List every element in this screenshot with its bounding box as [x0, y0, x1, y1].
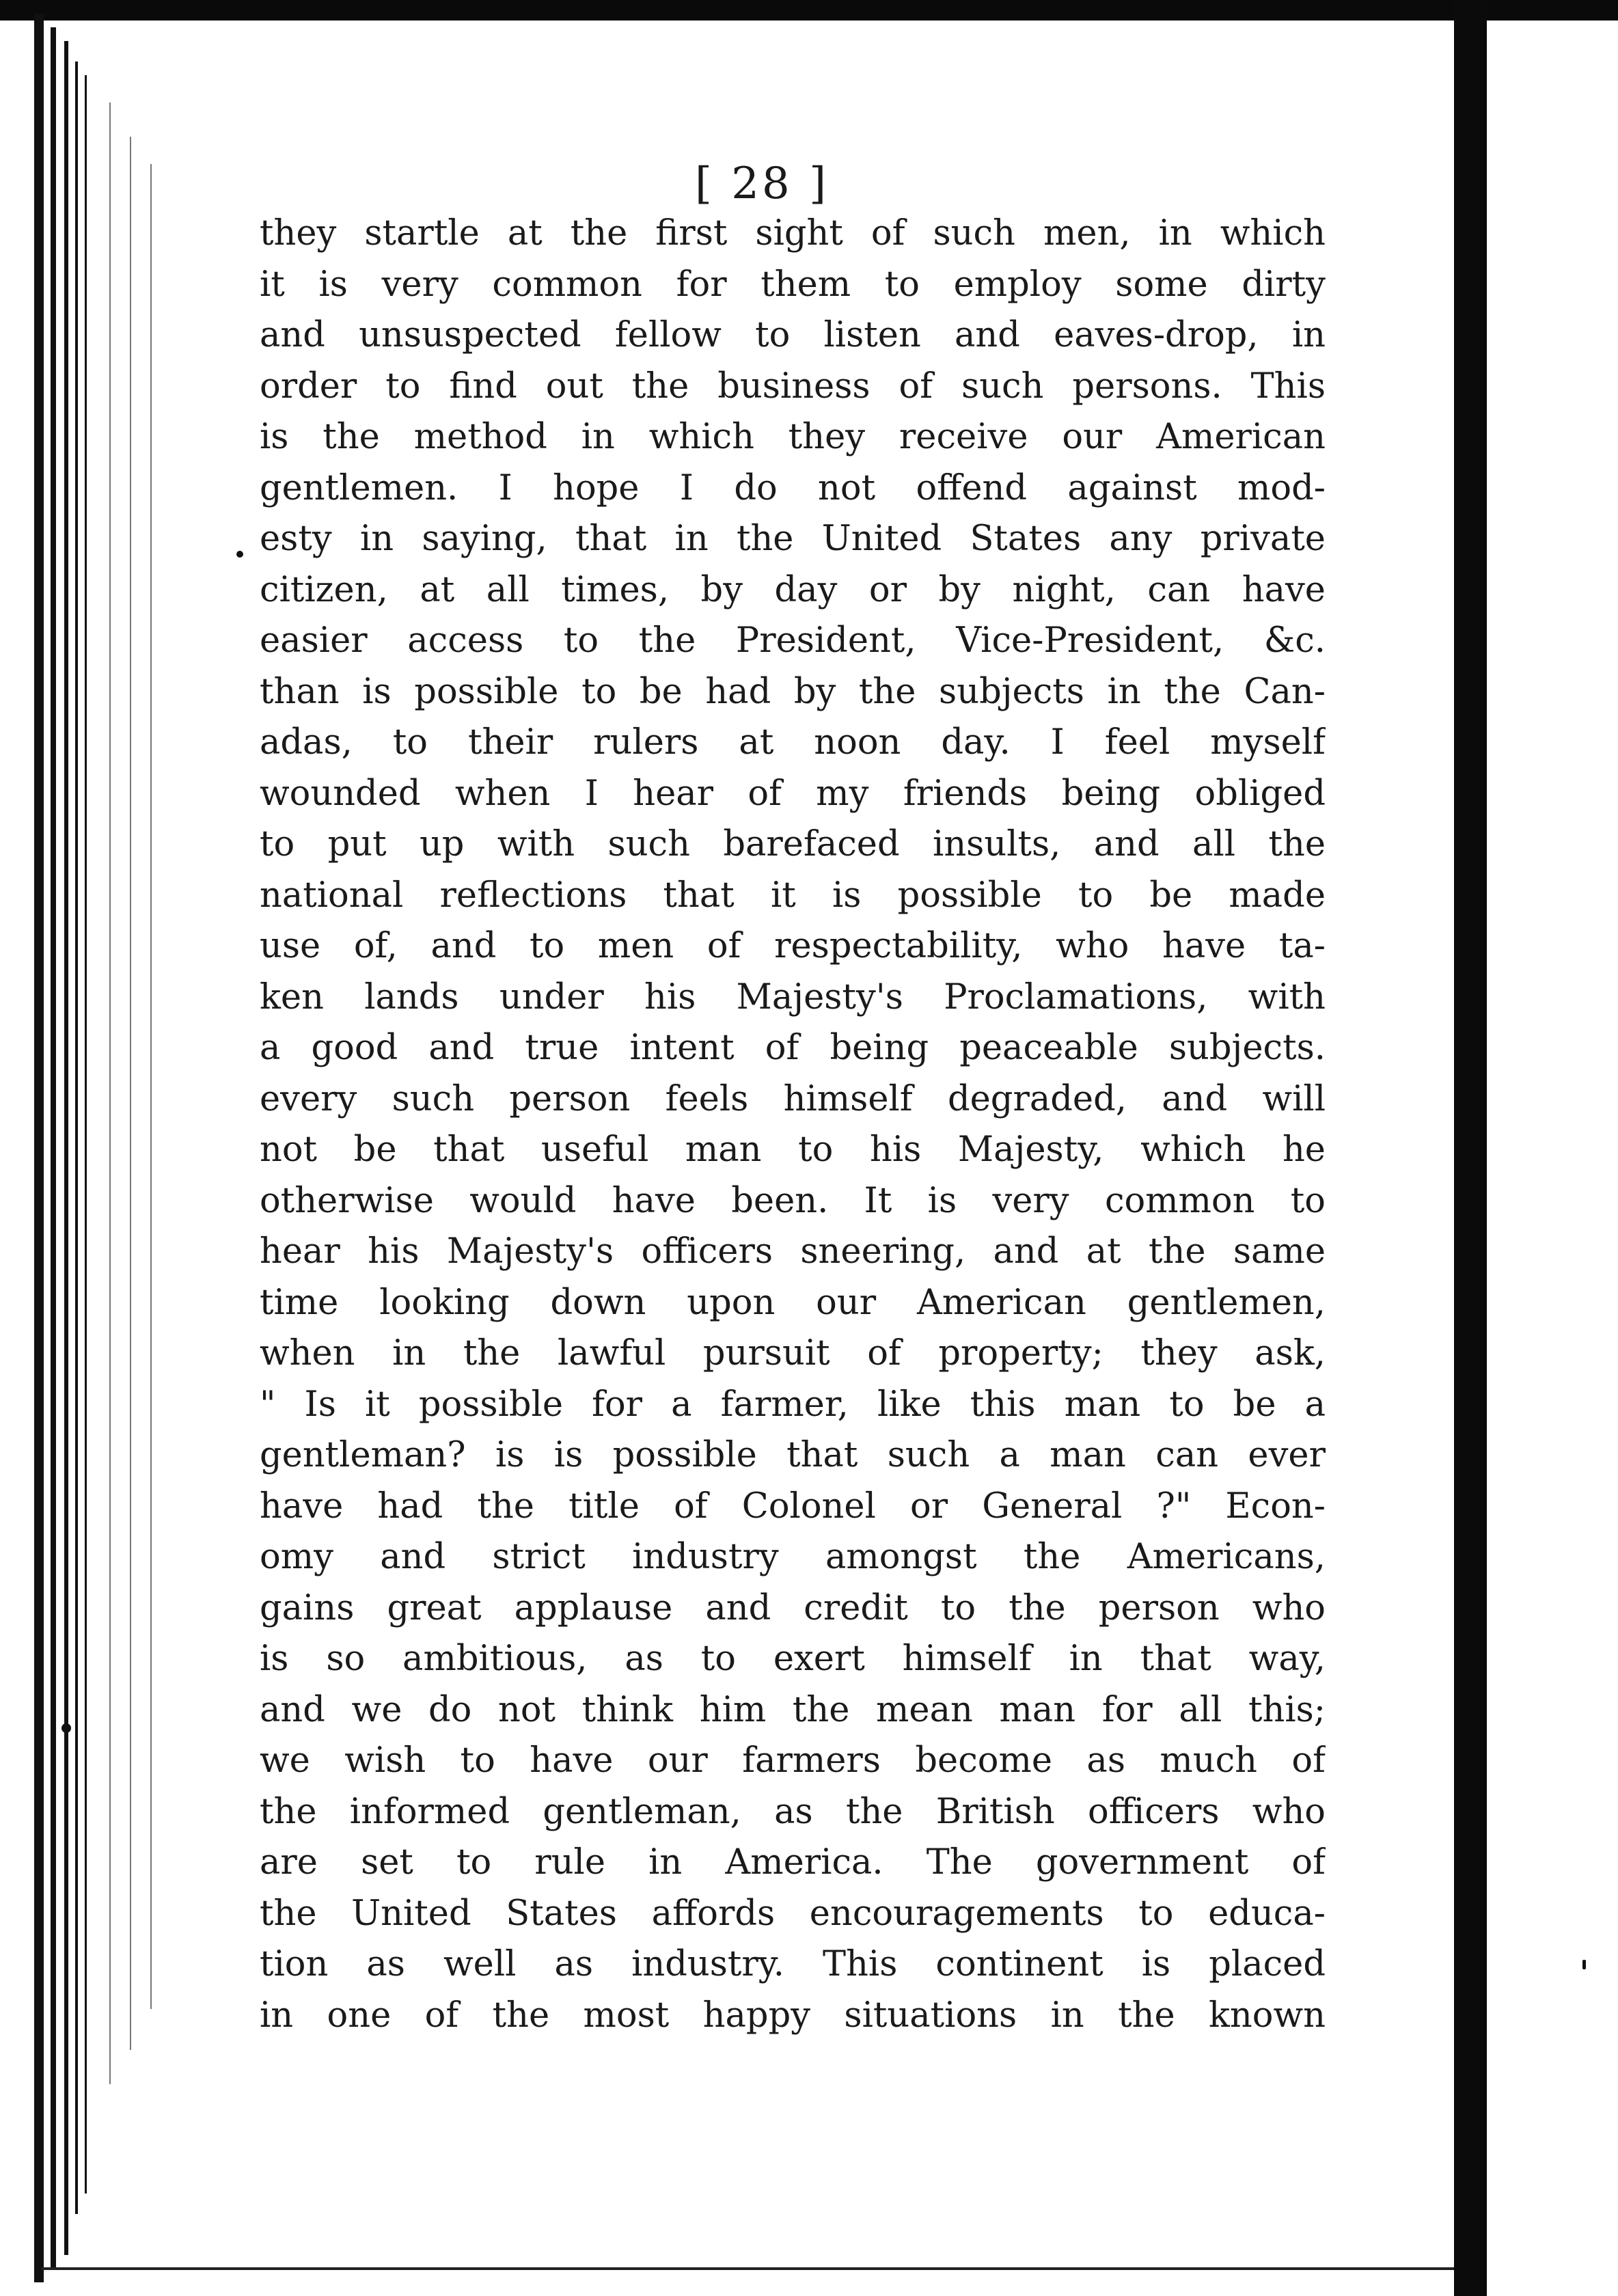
text-line: it is very common for them to employ some dirty: [260, 264, 1326, 305]
text-line: citizen, at all times, by day or by night, can have: [260, 569, 1326, 610]
text-line: and unsuspected fellow to listen and eaves-drop, in: [260, 315, 1326, 355]
page-edge-faint: [150, 164, 152, 2009]
page-edge: [64, 41, 68, 2255]
scan-bottom-edge: [41, 2267, 1454, 2270]
page-number: [ 28 ]: [694, 159, 829, 209]
page-edge: [75, 62, 78, 2214]
text-line: ken lands under his Majesty's Proclamations, with: [260, 976, 1326, 1017]
text-line: national reflections that it is possible to be made: [260, 875, 1326, 916]
text-line: not be that useful man to his Majesty, which he: [260, 1130, 1326, 1170]
page-edge-faint: [130, 137, 131, 2050]
text-line: the United States affords encouragements to educa-: [260, 1893, 1326, 1934]
text-line: otherwise would have been. It is very common to: [260, 1180, 1326, 1221]
text-line: use of, and to men of respectability, who have ta-: [260, 926, 1326, 966]
binding-gutter: [1454, 0, 1487, 2296]
page-edge-faint: [109, 102, 111, 2084]
scan-top-edge: [0, 0, 1618, 20]
page-edge: [51, 27, 56, 2269]
text-line: order to find out the business of such persons. This: [260, 366, 1326, 407]
text-line: gentleman? is is possible that such a man can ever: [260, 1435, 1326, 1475]
text-line: is the method in which they receive our American: [260, 417, 1326, 457]
text-line: is so ambitious, as to exert himself in that way,: [260, 1639, 1326, 1679]
text-line: we wish to have our farmers become as much of: [260, 1740, 1326, 1781]
text-line: wounded when I hear of my friends being obliged: [260, 773, 1326, 814]
text-line: they startle at the first sight of such men, in which: [260, 213, 1326, 254]
text-line: " Is it possible for a farmer, like this man to be a: [260, 1384, 1326, 1425]
text-line: esty in saying, that in the United States any private: [260, 519, 1326, 559]
text-line: have had the title of Colonel or General ?" Econ-: [260, 1486, 1326, 1527]
page-edge: [85, 75, 87, 2194]
text-line: are set to rule in America. The government of: [260, 1842, 1326, 1883]
text-line: omy and strict industry amongst the Americans,: [260, 1537, 1326, 1577]
text-line: gentlemen. I hope I do not offend against mod-: [260, 467, 1326, 508]
ink-speck: [1582, 1960, 1586, 1969]
text-line: every such person feels himself degraded, and will: [260, 1078, 1326, 1119]
page-edge: [34, 14, 44, 2282]
ink-speck: [236, 551, 243, 558]
text-line: than is possible to be had by the subjects in the Can-: [260, 671, 1326, 712]
text-line: when in the lawful pursuit of property; they ask,: [260, 1333, 1326, 1374]
text-line: gains great applause and credit to the person who: [260, 1587, 1326, 1628]
text-line: easier access to the President, Vice-President, &c.: [260, 620, 1326, 661]
text-line: a good and true intent of being peaceable subjects.: [260, 1028, 1326, 1068]
text-line: in one of the most happy situations in the known: [260, 1995, 1326, 2036]
text-line: the informed gentleman, as the British officers who: [260, 1791, 1326, 1832]
body-text: [260, 208, 1326, 2041]
text-line: hear his Majesty's officers sneering, and at the same: [260, 1231, 1326, 1272]
text-line: to put up with such barefaced insults, and all the: [260, 824, 1326, 864]
text-line: tion as well as industry. This continent is placed: [260, 1944, 1326, 1984]
text-line: and we do not think him the mean man for all this;: [260, 1689, 1326, 1730]
text-line: time looking down upon our American gentlemen,: [260, 1282, 1326, 1323]
text-line: adas, to their rulers at noon day. I feel myself: [260, 722, 1326, 763]
ink-speck: [61, 1723, 71, 1733]
